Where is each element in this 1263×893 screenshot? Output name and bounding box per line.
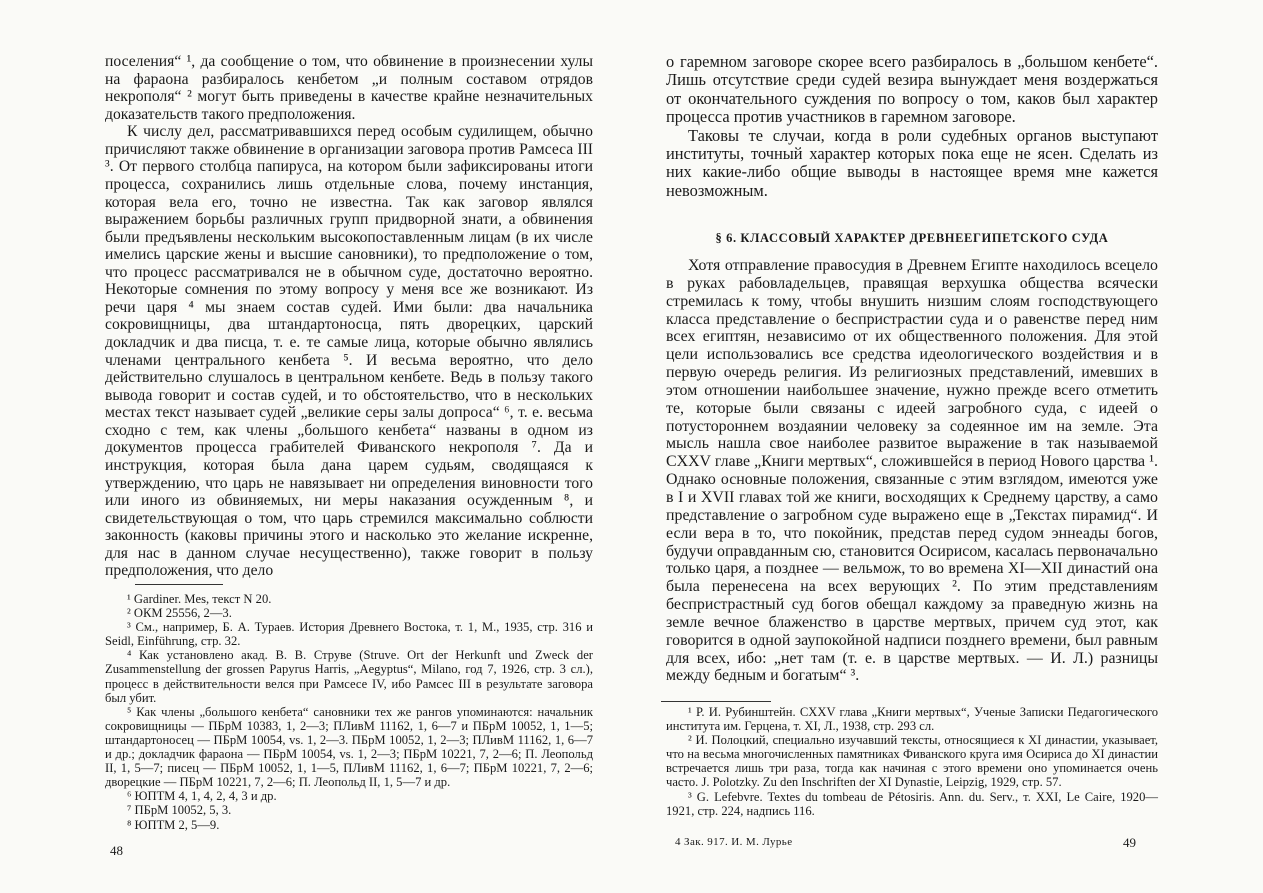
footnote: ⁶ ЮПТМ 4, 1, 4, 2, 4, 3 и др. xyxy=(127,789,277,804)
page-number: 48 xyxy=(110,843,123,858)
paragraph: поселения“ ¹, да сообщение о том, что обвинение в произнесении хулы на фараона разбиралось кенбетом „и полным составом отрядов некрополя“ ² могут быть приведены в качестве крайне незначительных доказательств такого предположения. xyxy=(105,53,593,123)
section-heading: § 6. КЛАССОВЫЙ ХАРАКТЕР ДРЕВНЕЕГИПЕТСКОГО СУДА xyxy=(715,231,1109,245)
footnote-divider xyxy=(135,584,223,585)
left-page xyxy=(0,0,620,893)
footnote: ³ G. Lefebvre. Textes du tombeau de Pétosiris. Ann. du. Serv., т. XXI, Le Caire, 1920—1921, стр. 224, надпись 116. xyxy=(666,789,1158,818)
paragraph: Хотя отправление правосудия в Древнем Египте находилось всецело в руках рабовладельцев, правящая верхушка общества всячески стремилась к тому, чтобы внушить низшим слоям господствующего класса представление о беспристрастии суда и о равенстве перед ним всех египтян, независимо от их общественного положения. Для этой цели использовались все средства идеологического воздействия и в первую очередь религия. Из религиозных представлений, имевших в этом отношении наибольшее значение, нужно прежде всего отметить те, которые были связаны с идеей загробного суда, с идеей о потустороннем воздаянии человеку за содеянное им на земле. Эта мысль нашла свое наиболее развитое выражение в так называемой CXXV главе „Книги мертвых“, сложившейся в период Нового царства ¹. Однако основные положения, связанные с этим взглядом, имеются уже в I и XVII главах той же книги, восходящих к Среднему царству, а само представление о загробном суде выражено еще в „Текстах пирамид“. И если вера в то, что покойник, представ перед судом эннеады богов, будучи оправданным сю, становится Осирисом, касалась первоначально только царя, а позднее — вельмож, то во времена XI—XII династий она была перенесена на всех верующих ². По этим представлениям беспристрастный суд богов обещал каждому за праведную жизнь на земле вечное блаженство в царстве мертвых, причем суд этот, как говорится в одной заупокойной надписи позднего времени, был равным для всех, ибо: „нет там (т. е. в царстве мертвых. — И. Л.) разницы между бедным и богатым“ ³. xyxy=(666,257,1158,685)
footnote: ⁷ ПБрМ 10052, 5, 3. xyxy=(127,803,232,818)
footnote: ¹ Р. И. Рубинштейн. CXXV глава „Книги мертвых“, Ученые Записки Педагогического института им. Герцена, т. XI, Л., 1938, стр. 293 сл. xyxy=(666,705,1158,734)
footnote-divider xyxy=(661,701,771,702)
right-page xyxy=(638,0,1263,893)
footnote: ¹ Gardiner. Mes, текст N 20. xyxy=(127,592,272,606)
footnote: ⁸ ЮПТМ 2, 5—9. xyxy=(127,817,220,832)
page-number: 49 xyxy=(1123,835,1136,850)
footnote: ³ См., например, Б. А. Тураев. История Древнего Востока, т. 1, М., 1935, стр. 316 и Seidl, Einführung, стр. 32. xyxy=(105,620,593,649)
paragraph: о гаремном заговоре скорее всего разбиралось в „большом кенбете“. Лишь отсутствие среди судей везира вынуждает меня воздержаться от окончательного суждения по вопросу о том, каков был характер процесса против участников в гаремном заговоре. xyxy=(666,52,1158,127)
printer-signature: 4 Зак. 917. И. М. Лурье xyxy=(675,836,793,848)
left-page-footnotes xyxy=(105,592,593,832)
footnote: ⁴ Как установлено акад. В. В. Струве (Struve. Ort der Herkunft und Zweck der Zusammenstellung der grossen Papyrus Harris, „Aegyptus“, Milano, год 7, 1926, стр. 3 сл.), процесс в действительности велся при Рамсесе IV, ибо Рамсес III в результате заговора был убит. xyxy=(105,648,593,705)
right-page-body-lower xyxy=(666,257,1158,685)
left-page-body xyxy=(105,53,593,580)
paragraph: Таковы те случаи, когда в роли судебных органов выступают институты, точный характер которых пока еще не ясен. Сделать из них какие-либо общие выводы в настоящее время мне кажется невозможным. xyxy=(666,125,1158,200)
footnote: ⁵ Как члены „большого кенбета“ сановники тех же рангов упоминаются: начальник сокровищницы — ПБрМ 10383, 1, 2—3; ПЛивМ 11162, 1, 6—7 и ПБрМ 10052, 1, 1—5; штандартоносец — ПБрМ 10054, vs. 1, 2—3. ПБрМ 10052, 1, 2—3; ПЛивМ 11162, 1, 6—7 и др.; докладчик фараона — ПБрМ 10054, vs. 1, 2—3; ПБрМ 10221, 7, 2—6; П. Леопольд II, 1, 5—7; писец — ПБрМ 10052, 1, 1—5, ПЛивМ 11162, 1, 6—7; ПБрМ 10221, 7, 2—6; дворецкие — ПБрМ 10221, 7, 2—6; П. Леопольд II, 1, 5—7 и др. xyxy=(105,704,593,790)
footnote: ² И. Полоцкий, специально изучавший тексты, относящиеся к XI династии, указывает, что на весьма многочисленных памятниках Фиванского круга имя Осириса до XI династии встречается лишь три раза, тогда как начиная с этого времени оно упоминается очень часто. J. Polotzky. Zu den Inschriften der XI Dynastie, Leipzig, 1929, стр. 57. xyxy=(666,733,1158,790)
paragraph: К числу дел, рассматривавшихся перед особым судилищем, обычно причисляют также обвинение в организации заговора против Рамсеса III ³. От первого столбца папируса, на котором были зафиксированы итоги процесса, сохранились лишь отдельные слова, почему инстанция, которая вела его, точно не известна. Так как заговор являлся выражением борьбы различных групп придворной знати, а обвинения были предъявлены нескольким высокопоставленным лицам (в их числе имелись царские жены и высшие сановники), то предположение о том, что процесс рассматривался не в обычном суде, достаточно вероятно. Некоторые сомнения по этому вопросу у меня все же возникают. Из речи царя ⁴ мы знаем состав судей. Ими были: два начальника сокровищницы, два штандартоносца, пять дворецких, царский докладчик и два писца, т. е. те самые лица, которые обычно являлись членами центрального кенбета ⁵. И весьма вероятно, что дело действительно слушалось в центральном кенбете. Ведь в пользу такого вывода говорит и состав судей, и то обстоятельство, что в нескольких местах текст называет судей „великие серы залы допроса“ ⁶, т. е. весьма сходно с тем, как члены „большого кенбета“ названы в одном из документов процесса грабителей Фиванского некрополя ⁷. Да и инструкция, которая была дана царем судьям, сводящаяся к утверждению, что царь не навязывает ни определения виновности того или иного из обвиняемых, ни меры наказания осужденным ⁸, и свидетельствующая о том, что царь стремился максимально соблюсти законность (каковы причины этого и насколько это желание искренне, для нас в данном случае несущественно), также говорит в пользу предположения, что дело xyxy=(105,123,593,580)
right-page-footnotes xyxy=(666,705,1158,818)
footnote: ² ОКМ 25556, 2—3. xyxy=(127,606,232,621)
right-page-body-upper xyxy=(666,53,1158,200)
